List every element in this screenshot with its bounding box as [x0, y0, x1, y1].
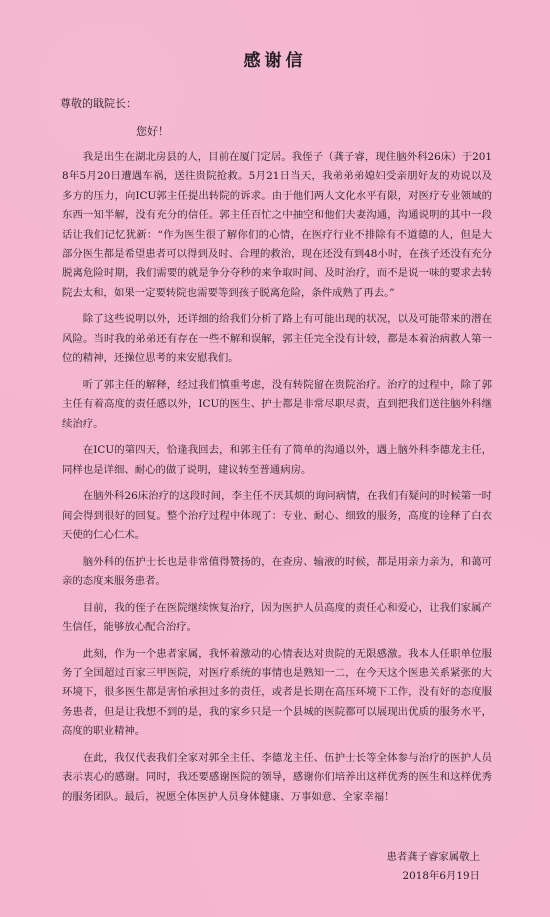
signature-block	[386, 848, 480, 886]
body-paragraph: 在脑外科26床治疗的这段时间，李主任不厌其烦的询问病情，在我们有疑问的时候第一时间会得到很好的回复。整个治疗过程中体现了：专业、耐心、细致的服务，高度的诠释了白衣天使的仁心仁术。	[62, 490, 492, 542]
body-paragraph: 此刻，作为一个患者家属，我怀着激动的心情表达对贵院的无限感激。我本人任职单位服务了全国超过百家三甲医院，对医疗系统的事情也是熟知一二，在今天这个医患关系紧张的大环境下，很多医生都是害怕承担过多的责任，或者是长期在高压环境下工作，没有好的态度服务患者，但是让我想不到的是，我的家乡只是一个县城的医院都可以展现出优质的服务水平，高度的职业精神。	[62, 647, 492, 738]
salutation: 尊敬的戢院长：	[60, 97, 137, 110]
body-paragraph: 在ICU的第四天，恰逢我回去，和郭主任有了简单的沟通以外，遇上脑外科李德龙主任，同样也是详细、耐心的做了说明，建议转至普通病房。	[62, 444, 492, 476]
body-paragraph: 在此，我仅代表我们全家对郭全主任、李德龙主任、伍护士长等全体参与治疗的医护人员表示衷心的感谢。同时，我还要感谢医院的领导，感谢你们培养出这样优秀的医生和这样优秀的服务团队。最后，祝愿全体医护人员身体健康、万事如意、全家幸福！	[62, 751, 492, 803]
body-paragraph: 我是出生在湖北房县的人，目前在厦门定居。我侄子（龚子睿，现住脑外科26床）于2018年5月20日遭遇车祸，送往贵院抢救。5月21日当天，我弟弟弟媳妇受亲朋好友的劝说以及多方的压力，向ICU郭主任提出转院的诉求。由于他们两人文化水平有限，对医疗专业领域的东西一知半解，没有充分的信任。郭主任百忙之中抽空和他们夫妻沟通，沟通说明的其中一段话让我们记忆犹新：“作为医生很了解你们的心情，在医疗行业不排除有不道德的人，但是大部分医生都是希望患者可以得到及时、合理的救治，现在还没有到48小时，在孩子还没有充分脱离危险时期，我们需要的就是争分夺秒的来争取时间、及时治疗，而不是说一味的要求去转院去太和，如果一定要转院也需要等到孩子脱离危险，条件成熟了再去。”	[62, 151, 492, 299]
greeting: 您好！	[136, 125, 169, 138]
body-paragraph: 听了郭主任的解释，经过我们慎重考虑，没有转院留在贵院治疗。治疗的过程中，除了郭主任有着高度的责任感以外，ICU的医生、护士都是非常尽职尽责，直到把我们送往脑外科继续治疗。	[62, 378, 492, 430]
letter-body	[62, 148, 492, 814]
letter-title: 感谢信	[243, 51, 307, 71]
body-paragraph: 除了这些说明以外，还详细的给我们分析了路上有可能出现的状况，以及可能带来的潜在风险。当时我的弟弟还有存在一些不解和误解，郭主任完全没有计较，都是本着治病救人第一位的精神，还操位思考的来安慰我们。	[62, 313, 492, 365]
signature: 患者龚子睿家属敬上	[386, 851, 480, 863]
letter-date: 2018年6月19日	[402, 870, 480, 882]
body-paragraph: 脑外科的伍护士长也是非常值得赞扬的，在查房、输液的时候，都是用亲力亲为，和蔼可亲的态度来服务患者。	[62, 555, 492, 588]
body-paragraph: 目前，我的侄子在医院继续恢复治疗，因为医护人员高度的责任心和爱心，让我们家属产生信任，能够放心配合治疗。	[62, 601, 492, 634]
